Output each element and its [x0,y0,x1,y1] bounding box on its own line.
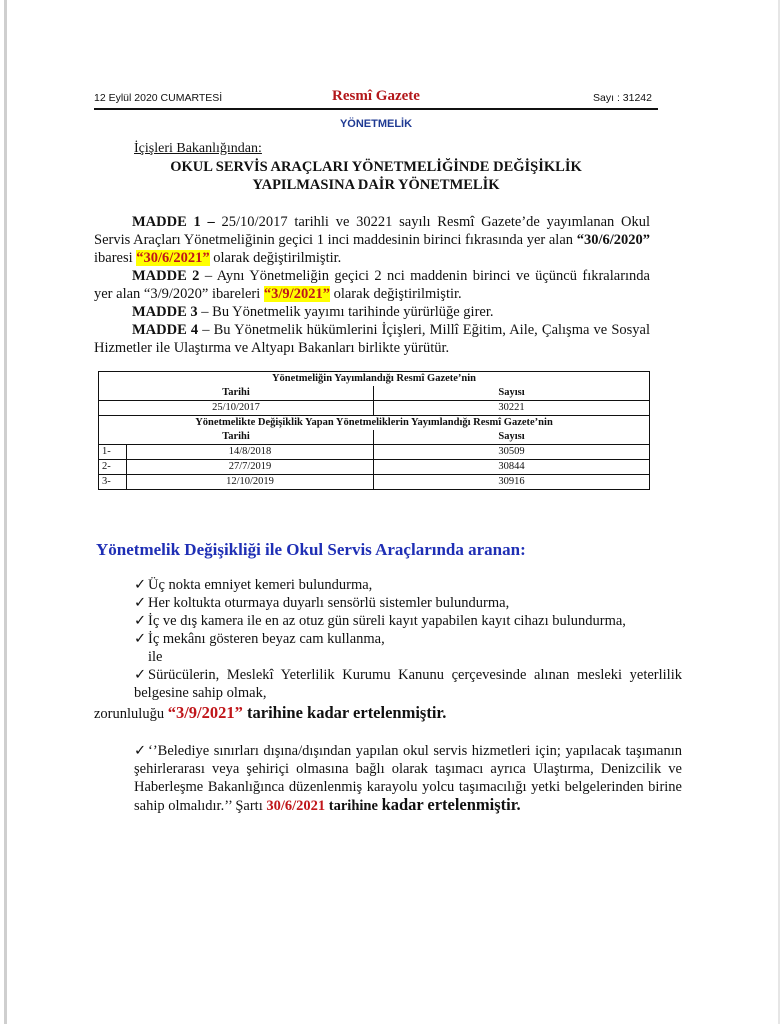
table-heading-amendments: Yönetmelikte Değişiklik Yapan Yönetmeliklerin Yayımlandığı Resmî Gazete’nin [99,416,650,431]
table-row [99,460,650,475]
list-item-text: Her koltukta oturmaya duyarlı sensörlü sistemler bulundurma, [148,595,510,611]
article-3-label: MADDE 3 [132,304,198,320]
table-col-date: Tarihi [99,386,374,401]
table-original-number: 30221 [374,401,650,416]
list-item [134,666,682,702]
table-col-number-2: Sayısı [374,430,650,445]
list-item [134,576,372,594]
deadline-1-suffix: tarihine kadar ertelenmiştir. [242,703,447,722]
page-edge-shadow [4,0,7,1024]
list-item [134,594,509,612]
article-2-label: MADDE 2 [132,268,200,284]
table-row-number: 30844 [374,460,650,475]
deadline-1-date: “3/9/2021” [167,703,243,722]
list-item [134,630,385,648]
article-2-new-date: “3/9/2021” [263,286,330,302]
table-row-date: 12/10/2019 [127,475,374,490]
article-2-text-b: olarak değiştirilmiştir. [329,286,462,302]
regulation-title-line2: YAPILMASINA DAİR YÖNETMELİK [252,177,500,193]
table-subheading-row [99,386,650,401]
connector-word: ile [148,649,163,665]
table-subheading-row-2 [99,430,650,445]
article-2-text: – Aynı Yönetmeliğin geçici 2 nci maddenin birinci ve üçüncü fıkralarında yer alan “3/9/2020” ibareleri [94,268,650,302]
table-row [99,475,650,490]
article-4 [94,321,650,357]
article-2 [94,267,650,303]
list-item-text: ‘’Belediye sınırları dışına/dışından yapılan okul servis hizmetleri için; yapılacak taşımanın şehirlerarası veya şehiriçi olmasına bağlı olarak taşımacı ayrıca Ulaştırma, Denizcilik ve Haberleşme Bakanlığınca düzenlenmiş karayolu yolcu taşımacılığı yetki belgelerinden birine sahip olmalıdır.’’ Şartı [134,743,682,814]
regulation-title-line1: OKUL SERVİS ARAÇLARI YÖNETMELİĞİNDE DEĞİŞİKLİK [170,159,582,175]
list-item-text: İç mekânı gösteren beyaz cam kullanma, [148,631,385,647]
gazette-header [94,88,658,110]
deadline-2-date: 30/6/2021 [266,798,326,814]
list-item [134,612,626,630]
table-heading-original: Yönetmeliğin Yayımlandığı Resmî Gazete’nin [99,372,650,387]
article-1-text: 25/10/2017 tarihli ve 30221 sayılı Resmî Gazete’de yayımlanan Okul Servis Araçları Yönetmeliğinin geçici 1 inci maddesinin birinci fıkrasında yer alan [94,214,650,248]
table-row-number: 30509 [374,445,650,460]
table-row [99,445,650,460]
notes-heading: Yönetmelik Değişikliği ile Okul Servis Araçlarında aranan: [96,540,526,559]
table-col-number: Sayısı [374,386,650,401]
check-icon: ✓ [134,667,147,683]
article-3 [94,303,650,321]
article-1-text-c: olarak değiştirilmiştir. [209,250,342,266]
list-item [134,742,682,815]
table-row-index: 3- [99,475,127,490]
deadline-statement-1 [94,704,446,723]
table-row [99,401,650,416]
article-1-new-date: “30/6/2021” [136,250,210,266]
check-icon: ✓ [134,743,147,759]
regulation-title [94,158,658,194]
list-item-text: Üç nokta emniyet kemeri bulundurma, [148,577,373,593]
section-label: YÖNETMELİK [339,118,413,130]
list-item-text: Sürücülerin, Meslekî Yeterlilik Kurumu Kanunu çerçevesinde alınan mesleki yeterlilik belgesine sahip olmak, [134,667,682,701]
article-1 [94,213,650,267]
table-heading-row [99,372,650,387]
deadline-2-mid: tarihine [325,798,382,814]
deadline-2-kadar: kadar [381,795,424,814]
table-original-date: 25/10/2017 [99,401,374,416]
check-icon: ✓ [134,595,147,611]
table-row-index: 2- [99,460,127,475]
check-icon: ✓ [134,577,147,593]
gazette-reference-table [98,371,650,490]
table-row-date: 27/7/2019 [127,460,374,475]
table-col-date-2: Tarihi [99,430,374,445]
list-item-text: İç ve dış kamera ile en az otuz gün süreli kayıt yapabilen kayıt cihazı bulundurma, [148,613,626,629]
table-row-index: 1- [99,445,127,460]
ministry-name: İçişleri Bakanlığından: [134,141,262,156]
gazette-name: Resmî Gazete [332,88,420,104]
table-row-number: 30916 [374,475,650,490]
article-1-text-b: ibaresi [94,250,137,266]
article-1-label: MADDE 1 – [132,214,215,230]
table-heading-row-2 [99,416,650,431]
deadline-1-prefix: zorunluluğu [94,706,168,722]
gazette-issue-number: Sayı : 31242 [593,92,652,104]
article-4-text: – Bu Yönetmelik hükümlerini İçişleri, Millî Eğitim, Aile, Çalışma ve Sosyal Hizmetler ile Ulaştırma ve Altyapı Bakanları birlikte yürütür. [94,322,650,356]
deadline-2-end: ertelenmiştir. [427,795,521,814]
table-row-date: 14/8/2018 [127,445,374,460]
article-1-old-date: “30/6/2020” [576,232,650,248]
article-4-label: MADDE 4 [132,322,199,338]
article-3-text: – Bu Yönetmelik yayımı tarihinde yürürlüğe girer. [197,304,494,320]
check-icon: ✓ [134,613,147,629]
check-icon: ✓ [134,631,147,647]
gazette-date: 12 Eylül 2020 CUMARTESİ [94,92,223,104]
